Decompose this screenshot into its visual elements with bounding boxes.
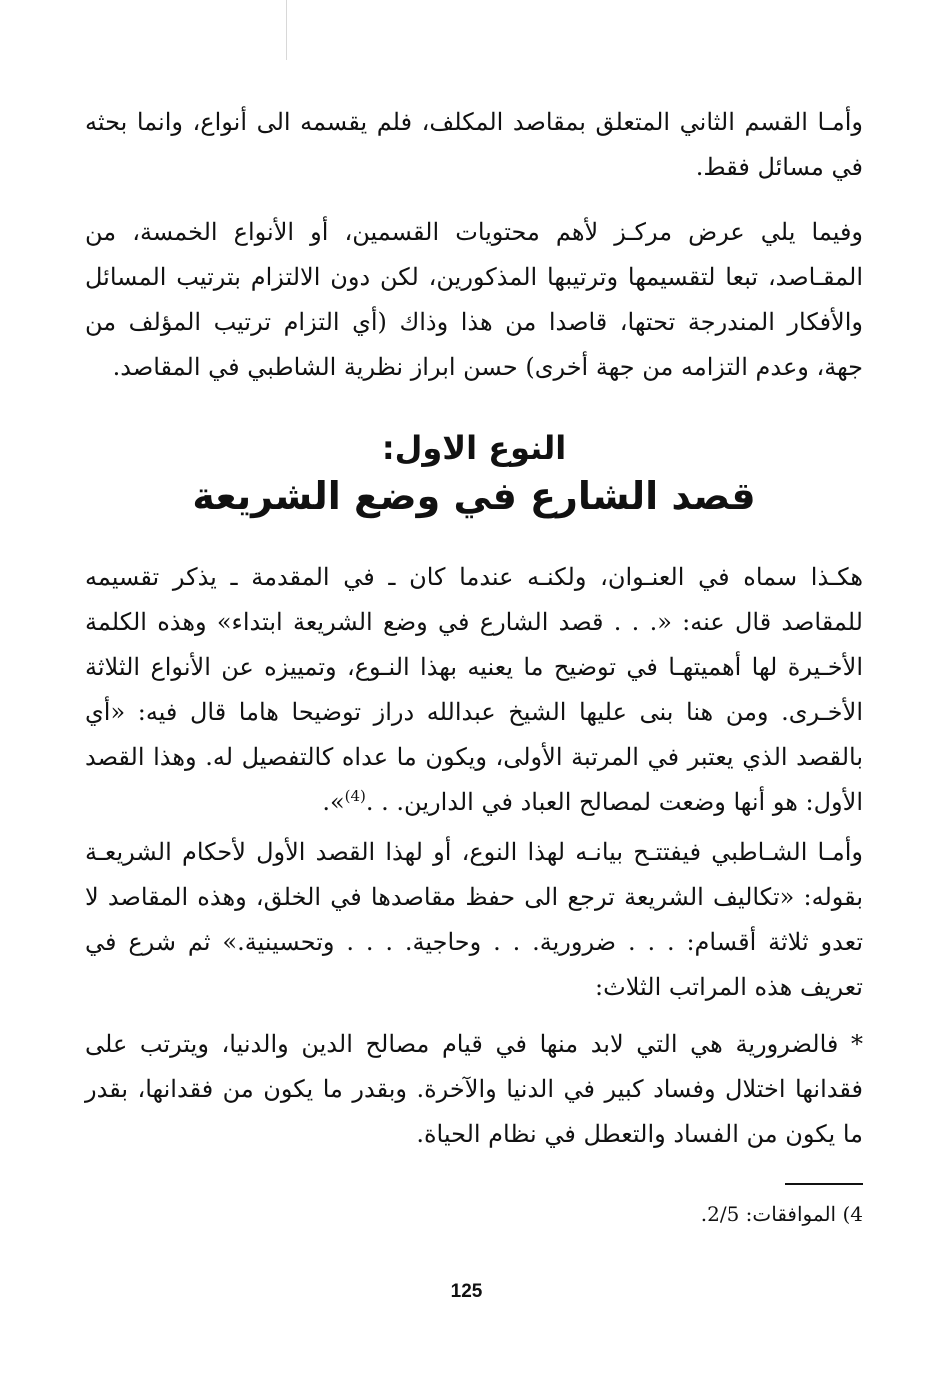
paragraph-naming-text: هكـذا سماه في العنـوان، ولكنـه عندما كان ـ في المقدمة ـ يذكر تقسيمه للمقاصد قال عنه: «. . . قصد الشارع في وضع الشريعة ابتداء» وهذه الكلمة الأخـيرة لها أهميتهـا في توضيح ما يعنيه بهذا النـوع، وتمييزه عن الأنواع الثلاثة الأخـرى. ومن هنا بنى عليها الشيخ عبدالله دراز توضيحا هاما قال فيه: «أي بالقصد الذي يعتبر في المرتبة الأولى، ويكون ما عداه كالتفصيل له. وهذا القصد الأول: هو أنها وضعت لمصالح العباد في الدارين. . . <box>85 563 863 816</box>
paragraph-necessities-definition: * فالضرورية هي التي لابد منها في قيام مصالح الدين والدنيا، ويترتب على فقدانها اختلال وفساد كبير في الدنيا والآخرة. وبقدر ما يكون من فقدانها، بقدر ما يكون من الفساد والتعطل في نظام الحياة. <box>85 1030 863 1148</box>
paragraph-intro-second-section: وأمـا القسم الثاني المتعلق بمقاصد المكلف، فلم يقسمه الى أنواع، وانما بحثه في مسائل فقط. <box>85 108 863 181</box>
footnote-reference-marker: (4) <box>344 787 366 805</box>
paragraph-naming-closing: ». <box>322 788 345 816</box>
page-number: 125 <box>450 1281 483 1302</box>
paragraph-summary-approach: وفيما يلي عرض مركـز لأهم محتويات القسمين، أو الأنواع الخمسة، من المقـاصد، تبعا لتقسيمها وترتيبها المذكورين، لكن دون الالتزام بترتيب المسائل والأفكار المندرجة تحتها، قاصدا من هذا وذاك (أي التزام ترتيب المؤلف من جهة، وعدم التزامه من جهة أخرى) حسن ابراز نظرية الشاطبي في المقاصد. <box>85 218 864 381</box>
section-label: النوع الاول: <box>381 429 567 467</box>
paragraph-shatibi-opening: وأمـا الشـاطبي فيفتتـح بيانـه لهذا النوع، أو لهذا القصد الأول لأحكام الشريعـة بقوله: «تكاليف الشريعة ترجع الى حفظ مقاصدها في الخلق، وهذه المقاصد لا تعدو ثلاثة أقسام: . . . ضرورية. . . وحاجية. . . . وتحسينية.» ثم شرع في تعريف هذه المراتب الثلاث: <box>85 838 864 1001</box>
footnote-separator <box>785 1183 863 1185</box>
scan-edge-line <box>286 0 287 60</box>
footnote-entry: 4) الموافقات: 2/5. <box>700 1202 863 1226</box>
section-title: قصد الشارع في وضع الشريعة <box>192 474 756 518</box>
paragraph-naming-explanation <box>85 555 863 825</box>
